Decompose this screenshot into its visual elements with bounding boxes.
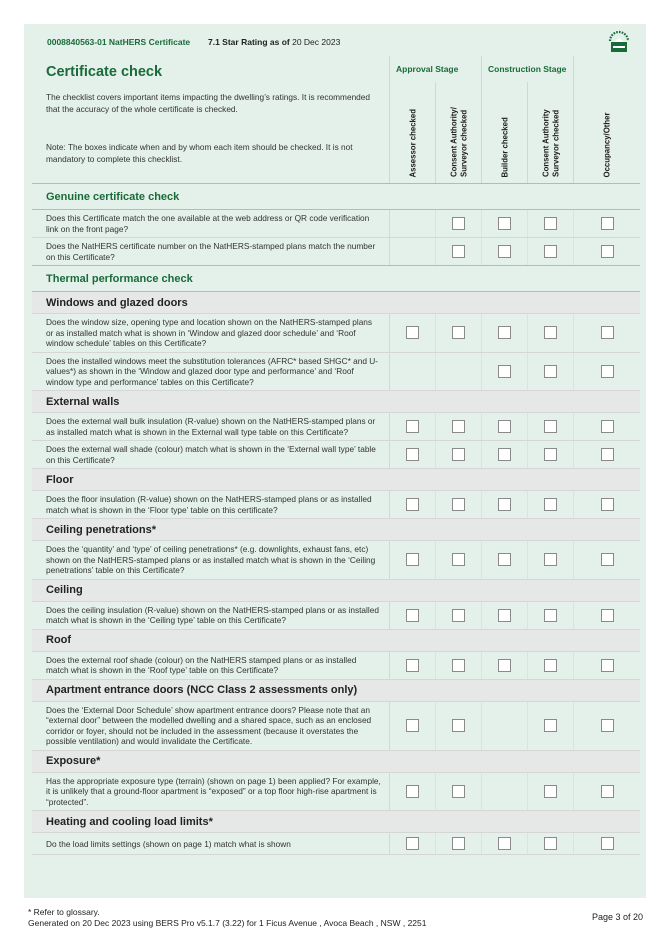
checkbox[interactable]	[452, 659, 465, 672]
question-text: Does the external wall shade (colour) match what is shown in the ‘External wall type’ table on this Certificate?	[46, 444, 376, 465]
question-text: Does the external roof shade (colour) on the NatHERS stamped plans or as installed match what is shown in the ‘Roof type’ table on this Certificate?	[46, 654, 357, 675]
checklist-row	[32, 833, 640, 855]
checkbox[interactable]	[498, 245, 511, 258]
checkbox[interactable]	[601, 553, 614, 566]
checkbox[interactable]	[601, 837, 614, 850]
question-text: Does the installed windows meet the substitution tolerances (AFRC* based SHGC* and U-values*) as shown in the ‘Window and glazed door type and performance’ and ‘Roof window type and performance’ tables on this Certificate?	[46, 355, 379, 387]
checkbox[interactable]	[452, 609, 465, 622]
question-text: Does the NatHERS certificate number on the NatHERS-stamped plans match the number on this Certificate?	[46, 241, 376, 262]
stage-spacer	[573, 56, 640, 82]
question-text: Does the ceiling insulation (R-value) shown on the NatHERS-stamped plans or as installed match what is shown in the ‘Ceiling type’ table on this Certificate?	[46, 604, 379, 625]
checkbox[interactable]	[452, 553, 465, 566]
checkbox[interactable]	[498, 448, 511, 461]
column-assessor: Assessor checked	[389, 82, 435, 183]
approval-stage-label: Approval Stage	[389, 56, 481, 82]
column-builder: Builder checked	[481, 82, 527, 183]
checkbox[interactable]	[406, 719, 419, 732]
checkbox[interactable]	[406, 326, 419, 339]
checklist-row	[32, 491, 640, 519]
checklist-row	[32, 702, 640, 751]
checkbox[interactable]	[498, 420, 511, 433]
section-genuine-certificate: Genuine certificate check	[32, 184, 640, 210]
question-text: Does the window size, opening type and location shown on the NatHERS-stamped plans or as installed match what is shown in ‘Window and glazed door schedule’ and ‘Roof window schedule’ tables on this Certificate?	[46, 317, 373, 348]
checklist-row	[32, 413, 640, 441]
glossary-note: * Refer to glossary.	[28, 907, 100, 917]
checkbox[interactable]	[544, 498, 557, 511]
checkbox[interactable]	[601, 719, 614, 732]
checkbox[interactable]	[452, 326, 465, 339]
checkbox[interactable]	[544, 719, 557, 732]
checkbox[interactable]	[601, 245, 614, 258]
checklist-row	[32, 210, 640, 238]
question-text: Does the ‘quantity’ and ‘type’ of ceiling penetrations* (e.g. downlights, exhaust fans, etc) shown on the NatHERS-stamped plans or as installed match what is shown in the ‘Ceiling penetrations’ table on this Certificate?	[46, 544, 376, 575]
checklist-row	[32, 238, 640, 266]
checkbox[interactable]	[544, 553, 557, 566]
subsection-external-walls: External walls	[32, 391, 640, 413]
checklist-row	[32, 541, 640, 580]
subsection-ceiling-penetrations: Ceiling penetrations*	[32, 519, 640, 541]
column-headers	[389, 56, 640, 183]
checkbox[interactable]	[452, 498, 465, 511]
checkbox[interactable]	[498, 553, 511, 566]
checkbox[interactable]	[406, 498, 419, 511]
certificate-sheet	[32, 28, 640, 855]
checkbox[interactable]	[498, 837, 511, 850]
top-bar	[32, 28, 640, 56]
construction-stage-label: Construction Stage	[481, 56, 573, 82]
checklist-row	[32, 441, 640, 469]
intro-text: The checklist covers important items impacting the dwelling’s ratings. It is recommended that the accuracy of the whole certificate is checked.	[46, 92, 371, 114]
checkbox[interactable]	[544, 326, 557, 339]
checkbox[interactable]	[601, 659, 614, 672]
checkbox[interactable]	[452, 217, 465, 230]
checkbox[interactable]	[452, 245, 465, 258]
checkbox[interactable]	[544, 420, 557, 433]
subsection-windows: Windows and glazed doors	[32, 292, 640, 314]
checkbox[interactable]	[544, 837, 557, 850]
checkbox[interactable]	[498, 217, 511, 230]
checklist-row	[32, 773, 640, 812]
subsection-floor: Floor	[32, 469, 640, 491]
question-text: Do the load limits settings (shown on page 1) match what is shown	[46, 839, 291, 849]
checkbox[interactable]	[498, 609, 511, 622]
certificate-number: 0008840563-01 NatHERS Certificate	[47, 37, 191, 47]
subsection-roof: Roof	[32, 630, 640, 652]
note-text: Note: The boxes indicate when and by whom each item should be checked. It is not mandatory to complete this checklist.	[46, 142, 353, 164]
section-thermal-performance: Thermal performance check	[32, 266, 640, 292]
checklist-row	[32, 353, 640, 392]
checkbox[interactable]	[452, 785, 465, 798]
checkbox[interactable]	[406, 553, 419, 566]
question-text: Does the external wall bulk insulation (R-value) shown on the NatHERS-stamped plans or as installed match what is shown in the External wall type table on this Certificate?	[46, 416, 376, 437]
checkbox[interactable]	[601, 785, 614, 798]
page-footer	[28, 907, 426, 929]
checkbox[interactable]	[406, 837, 419, 850]
checkbox[interactable]	[498, 659, 511, 672]
checkbox[interactable]	[452, 448, 465, 461]
intro-block	[32, 56, 389, 183]
question-text: Has the appropriate exposure type (terrain) (shown on page 1) been applied? For example, it is unlikely that a ground-floor apartment is “exposed” or a top floor high-rise apartment is “protected”.	[46, 775, 381, 807]
question-text: Does the floor insulation (R-value) shown on the NatHERS-stamped plans or as installed match what is shown in the ‘Floor type’ table on this certificate?	[46, 494, 372, 515]
checkbox[interactable]	[544, 659, 557, 672]
checkbox[interactable]	[601, 365, 614, 378]
checkbox[interactable]	[544, 245, 557, 258]
checkbox[interactable]	[601, 420, 614, 433]
checkbox[interactable]	[544, 217, 557, 230]
question-text: Does the ‘External Door Schedule’ show apartment entrance doors? Please note that an “external door” between the modelled dwelling and a shared space, such as an enclosed corridor or foyer, should not be included in the assessment (because it overstates the possible ventilation) and would invalidate the Certificate.	[46, 704, 372, 746]
checkbox[interactable]	[601, 217, 614, 230]
checkbox[interactable]	[544, 785, 557, 798]
checklist-header	[32, 56, 640, 184]
checkbox[interactable]	[452, 837, 465, 850]
generated-note: Generated on 20 Dec 2023 using BERS Pro v5.1.7 (3.22) for 1 Ficus Avenue , Avoca Beach , NSW , 2251	[28, 918, 427, 928]
checkbox[interactable]	[544, 448, 557, 461]
checkbox[interactable]	[601, 609, 614, 622]
checkbox[interactable]	[498, 365, 511, 378]
checklist-row	[32, 602, 640, 630]
subsection-load-limits: Heating and cooling load limits*	[32, 811, 640, 833]
subsection-ceiling: Ceiling	[32, 580, 640, 602]
checkbox[interactable]	[544, 365, 557, 378]
checkbox[interactable]	[601, 498, 614, 511]
checkbox[interactable]	[406, 785, 419, 798]
checkbox[interactable]	[452, 420, 465, 433]
star-rating: 7.1 Star Rating as of 20 Dec 2023	[208, 37, 341, 47]
checkbox[interactable]	[601, 326, 614, 339]
checkbox[interactable]	[544, 609, 557, 622]
column-consent-authority-construction: Consent Authority Surveyor checked	[527, 82, 573, 183]
checkbox[interactable]	[406, 448, 419, 461]
column-consent-authority-approval: Consent Authority/ Surveyor checked	[435, 82, 481, 183]
checklist-row	[32, 314, 640, 353]
page-number: Page 3 of 20	[591, 912, 643, 922]
page-title: Certificate check	[46, 64, 163, 80]
checkbox[interactable]	[498, 498, 511, 511]
question-text: Does this Certificate match the one available at the web address or QR code verification link on the front page?	[46, 213, 370, 234]
nathers-logo-icon	[608, 30, 630, 54]
column-occupancy: Occupancy/Other	[573, 82, 640, 183]
checklist-row	[32, 652, 640, 680]
subsection-exposure: Exposure*	[32, 751, 640, 773]
checkbox[interactable]	[498, 326, 511, 339]
subsection-apartment-entrance-doors: Apartment entrance doors (NCC Class 2 assessments only)	[32, 680, 640, 702]
checkbox[interactable]	[406, 609, 419, 622]
checkbox[interactable]	[452, 719, 465, 732]
checkbox[interactable]	[601, 448, 614, 461]
checkbox[interactable]	[406, 659, 419, 672]
checkbox[interactable]	[406, 420, 419, 433]
